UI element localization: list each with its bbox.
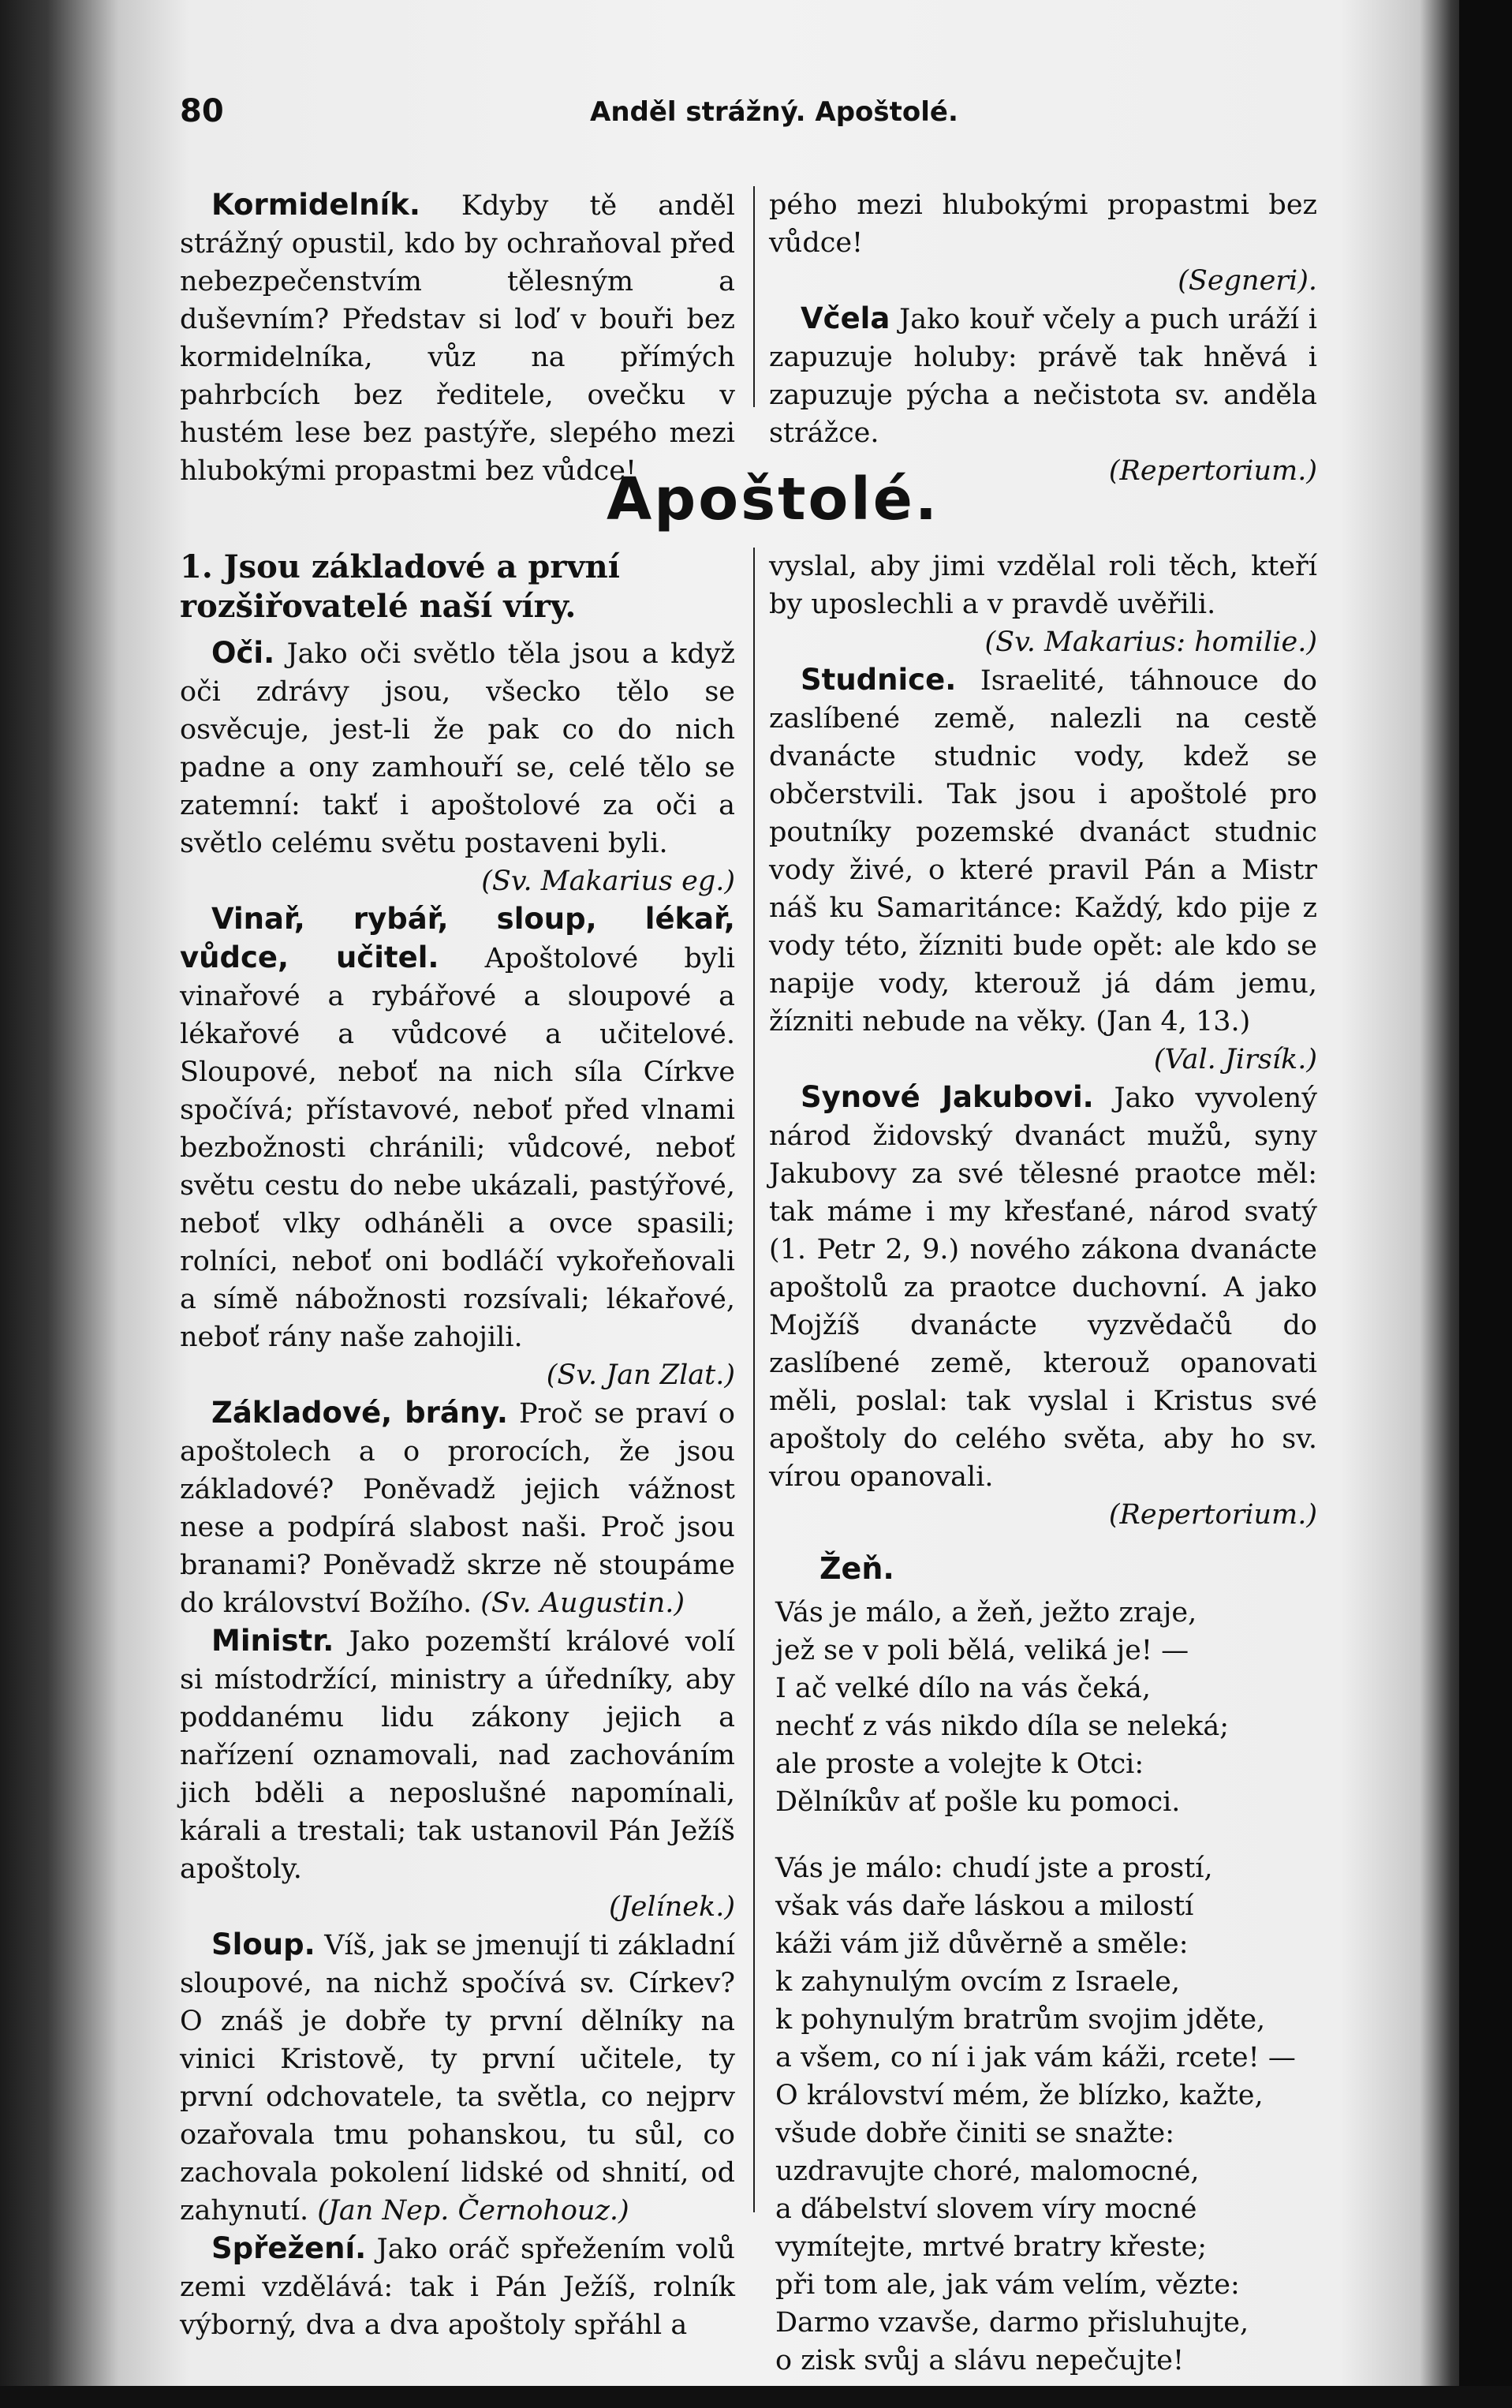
source-citation: (Segneri). <box>1178 265 1317 297</box>
paragraph-vinar <box>180 900 735 1356</box>
paragraph-ministr <box>180 1622 735 1888</box>
paragraph-text: Jako oráč spřežením volů zemi vzdělává: tak i Pán Ježíš, rolník výborný, dva a dva apoštoly spřáhl a <box>180 2234 735 2341</box>
page-header <box>180 93 1339 140</box>
paragraph-text: Proč se praví o apoštolech a o prorocích, že jsou základové? Poněvadž jejich vážnost nese a podpírá slabost naši. Proč jsou branami? Poněvadž skrze ně stoupáme do království Božího. <box>180 1398 735 1619</box>
paragraph-kormidelnik <box>180 186 735 490</box>
poem-line: I ač velké dílo na vás čeká, <box>775 1673 1152 1704</box>
keyword: Vinař, rybář, sloup, lékař, vůdce, učitel. <box>180 902 735 974</box>
paragraph-sloup <box>180 1926 735 2230</box>
paragraph-text: Jako kouř včely a puch uráží i zapuzuje holuby: právě tak hněvá i zapuzuje pýcha a nečistota sv. anděla strážce. <box>769 304 1317 449</box>
poem-line: O království mém, že blízko, kažte, <box>775 2080 1264 2111</box>
source-citation: (Sv. Makarius eg.) <box>481 866 735 897</box>
poem-stanza-1 <box>769 1594 1317 1821</box>
source-citation: (Repertorium.) <box>1108 1499 1317 1531</box>
poem-line: nechť z vás nikdo díla se neleká; <box>775 1711 1230 1742</box>
poem-title: Žeň. <box>819 1551 894 1586</box>
source-citation: (Sv. Augustin.) <box>480 1587 685 1619</box>
poem-line: k pohynulým bratrům svojim jděte, <box>775 2004 1266 2036</box>
poem-line: všude dobře činiti se snažte: <box>775 2118 1175 2149</box>
poem-line: jež se v poli bělá, veliká je! — <box>775 1635 1189 1666</box>
top-right-column <box>769 186 1317 490</box>
main-left-column <box>180 548 735 2344</box>
keyword: Ministr. <box>211 1624 334 1658</box>
column-divider-top <box>753 186 755 407</box>
paragraph-synove <box>769 1079 1317 1496</box>
paragraph-text: Víš, jak se jmenují ti základní sloupové, na nichž spočívá sv. Církev? O znáš je dobře ty první dělníky na vinici Kristově, ty první učitele, ty první odchovatele, ta světla, co nejprv ozařovala tmu pohanskou, tu sůl, co zachovala pokolení lidské od shnití, od zahynutí. <box>180 1930 735 2227</box>
keyword: Studnice. <box>801 663 957 697</box>
keyword: Včela <box>801 301 890 335</box>
poem-line: vymítejte, mrtvé bratry křeste; <box>775 2231 1208 2263</box>
paragraph-text: Jako pozemští králové volí si místodržící, ministry a úředníky, aby poddanému lidu zákony jejich a nařízení oznamovali, nad zachováním jich bděli a neposlušné napomínali, kárali a trestali; tak ustanovil Pán Ježíš apoštoly. <box>180 1626 735 1885</box>
section-title: Apoštolé. <box>606 466 939 533</box>
keyword: Oči. <box>211 636 275 670</box>
column-divider-main <box>753 548 755 2212</box>
poem-line: při tom ale, jak vám velím, vězte: <box>775 2269 1240 2301</box>
keyword: Spřežení. <box>211 2231 367 2265</box>
source-citation: (Repertorium.) <box>1108 455 1317 487</box>
poem-stanza-2 <box>769 1849 1317 2380</box>
paragraph-text: Kdyby tě anděl strážný opustil, kdo by ochraňoval před nebezpečenstvím tělesným a duševním? Představ si loď v bouři bez kormidelníka, vůz na přímých pahrbcích bez ředitele, ovečku v hustém lese bez pastýře, slepého mezi hlubokými propastmi bez vůdce! <box>180 190 735 487</box>
running-title: Anděl strážný. Apoštolé. <box>590 96 958 128</box>
poem-line: Vás je málo, a žeň, ježto zraje, <box>775 1597 1197 1628</box>
source-citation: (Sv. Jan Zlat.) <box>546 1359 735 1391</box>
poem-line: a ďábelství slovem víry mocné <box>775 2193 1197 2225</box>
paragraph-text: Jako oči světlo těla jsou a když oči zdrávy jsou, všecko tělo se osvěcuje, jest-li že pak co do nich padne a ony zamhouří se, celé tělo se zatemní: takť i apoštolové za oči a světlo celému světu postaveni byli. <box>180 638 735 859</box>
source-citation: (Jelínek.) <box>608 1891 735 1923</box>
poem-line: však vás daře láskou a milostí <box>775 1890 1194 1922</box>
paragraph-vcela <box>769 300 1317 452</box>
source-citation: (Val. Jirsík.) <box>1153 1044 1317 1075</box>
page-number: 80 <box>180 93 224 129</box>
poem-line: káži vám již důvěrně a směle: <box>775 1928 1189 1960</box>
paragraph-text: Jako vyvolený národ židovský dvanáct mužů, syny Jakubovy za své tělesné praotce měl: tak máme i my křesťané, národ svatý (1. Petr 2, 9.) nového zákona dvanácte apoštolů za praotce duchovní. A jako Mojžíš dvanácte vyzvědačů do zaslíbené země, kterouž opanovati měli, poslal: tak vyslal i Kristus své apoštoly do celého světa, aby ho sv. vírou opanovali. <box>769 1082 1317 1493</box>
poem-line: ale proste a volejte k Otci: <box>775 1748 1144 1780</box>
chapter-heading: 1. Jsou základové a první rozšiřovatelé naší víry. <box>180 548 620 625</box>
keyword: Kormidelník. <box>211 188 420 222</box>
paragraph-oci <box>180 634 735 862</box>
poem-line: Vás je málo: chudí jste a prostí, <box>775 1853 1213 1884</box>
poem-line: Darmo vzavše, darmo přisluhujte, <box>775 2307 1249 2339</box>
paragraph-zakladove <box>180 1394 735 1622</box>
poem-line: uzdravujte choré, malomocné, <box>775 2156 1200 2187</box>
keyword: Základové, brány. <box>211 1396 508 1430</box>
source-citation: (Sv. Makarius: homilie.) <box>984 626 1317 658</box>
top-left-column <box>180 186 735 490</box>
poem-line: o zisk svůj a slávu nepečujte! <box>775 2345 1185 2376</box>
paragraph-sprezeni <box>180 2230 735 2344</box>
keyword: Sloup. <box>211 1928 315 1961</box>
paragraph-continuation <box>769 548 1317 623</box>
poem-line: Dělníkův ať pošle ku pomoci. <box>775 1786 1181 1818</box>
continuation-text: pého mezi hlubokými propastmi bez vůdce! <box>769 189 1317 259</box>
continuation-text: vyslal, aby jimi vzdělal roli těch, kteří by uposlechli a v pravdě uvěřili. <box>769 551 1317 620</box>
paragraph-text: Apoštolové byli vinařové a rybářové a sloupové a lékařové a vůdcové a učitelové. Sloupové, neboť na nich síla Církve spočívá; přístavové, neboť před vlnami bezbožnosti chránili; vůdcové, neboť světu cestu do nebe ukázali, pastýřové, neboť vlky odháněli a ovce spasili; rolníci, neboť oni bodláčí vykořeňovali a símě nábožnosti rozsívali; lékařové, neboť rány naše zahojili. <box>180 943 735 1353</box>
poem-line: k zahynulým ovcím z Israele, <box>775 1966 1180 1998</box>
paragraph-text: Israelité, táhnouce do zaslíbené země, nalezli na cestě dvanácte studnic vody, kdež se občerstvili. Tak jsou i apoštolé pro poutníky pozemské dvanáct studnic vody živé, o které pravil Pán a Mistr náš ku Samaritánce: Každý, kdo pije z vody této, žízniti bude opět: ale kdo se napije vody, kterouž já dám jemu, žízniti nebude na věky. (Jan 4, 13.) <box>769 665 1317 1038</box>
paragraph-continuation <box>769 186 1317 262</box>
source-citation: (Jan Nep. Černohouz.) <box>317 2195 629 2227</box>
main-right-column <box>769 548 1317 2408</box>
poem-line: a všem, co ní i jak vám káži, rcete! — <box>775 2042 1296 2073</box>
paragraph-studnice <box>769 661 1317 1041</box>
keyword: Synové Jakubovi. <box>801 1080 1094 1114</box>
